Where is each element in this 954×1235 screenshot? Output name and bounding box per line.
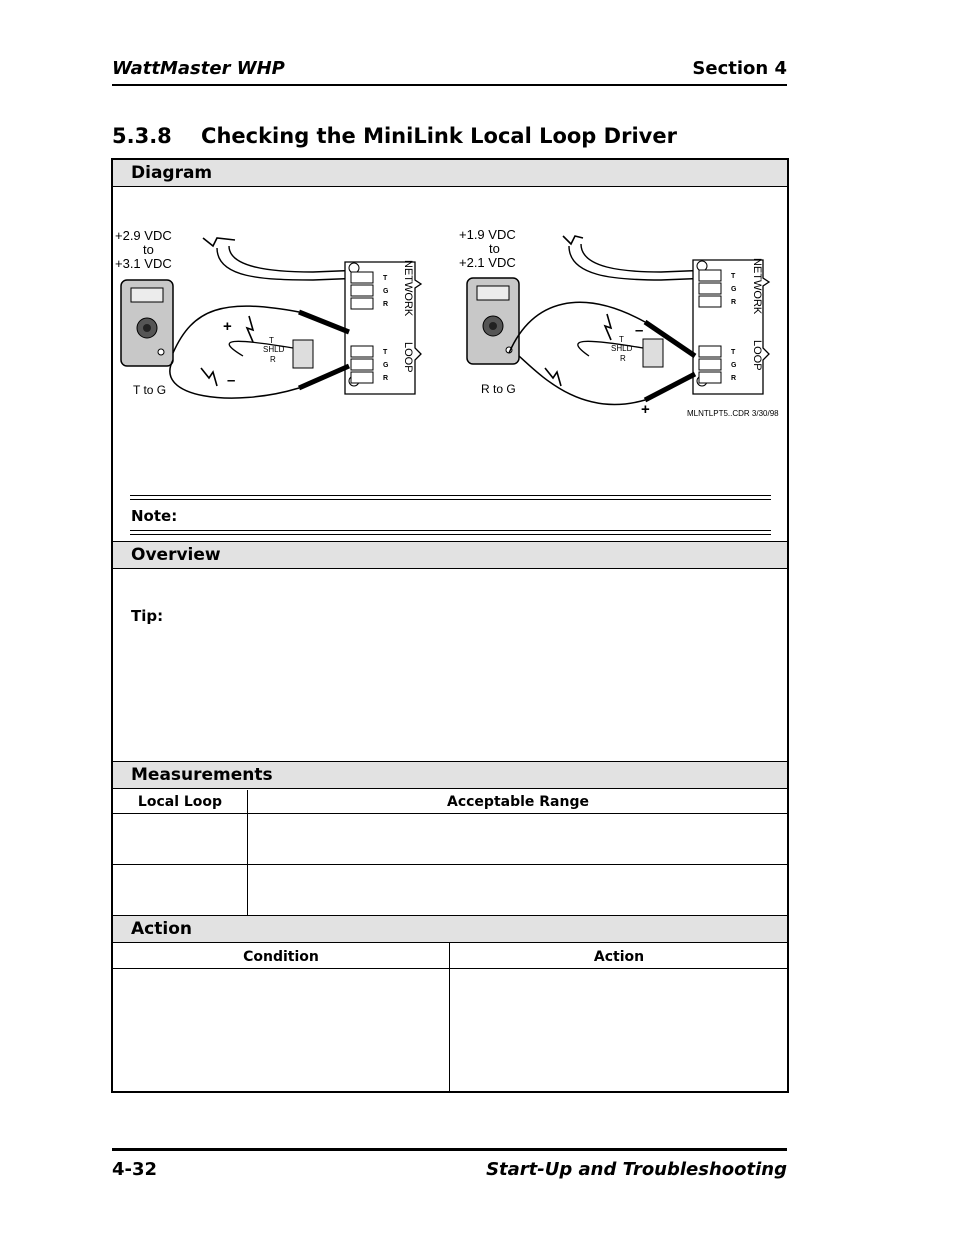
left-voltage-to: to — [143, 242, 154, 257]
left-probe-label: T to G — [133, 383, 167, 397]
diagram-caption: MLNTLPT5..CDR 3/30/98 — [687, 409, 779, 418]
svg-text:T: T — [269, 336, 274, 345]
svg-text:T: T — [731, 273, 736, 280]
svg-text:G: G — [383, 288, 389, 295]
right-loop-label: LOOP — [751, 340, 763, 371]
left-network-label: NETWORK — [402, 260, 414, 317]
procedure-table — [111, 158, 789, 1093]
note-rule-bottom — [130, 530, 771, 535]
svg-text:R: R — [731, 299, 737, 306]
svg-text:T: T — [383, 275, 388, 282]
measure-col-range: Acceptable Range — [447, 794, 589, 810]
svg-text:R: R — [383, 375, 389, 382]
measure-col-local-loop: Local Loop — [137, 794, 223, 810]
action-header-rule — [113, 968, 787, 969]
page-header — [112, 58, 787, 86]
action-col-divider — [449, 943, 450, 1091]
svg-text:T: T — [619, 335, 624, 344]
right-plus: + — [641, 401, 650, 418]
multimeter-icon-right — [467, 278, 519, 364]
header-section: Section 4 — [692, 58, 787, 79]
svg-text:G: G — [383, 362, 389, 369]
left-plus: + — [223, 318, 232, 335]
action-heading: Action — [113, 915, 787, 943]
page-footer — [112, 1148, 787, 1180]
note-rule-top — [130, 495, 771, 500]
right-voltage-1: +1.9 VDC — [459, 227, 516, 242]
right-network-label: NETWORK — [751, 258, 763, 315]
svg-text:R: R — [620, 354, 626, 363]
overview-heading: Overview — [113, 541, 787, 569]
page-title: 5.3.8 Checking the MiniLink Local Loop Driver — [112, 124, 677, 148]
right-voltage-to: to — [489, 241, 500, 256]
measure-row-rule — [113, 864, 787, 865]
svg-text:T: T — [383, 349, 388, 356]
action-col-action: Action — [593, 949, 645, 965]
left-diagram — [115, 228, 421, 398]
svg-text:G: G — [731, 362, 737, 369]
svg-text:G: G — [731, 286, 737, 293]
svg-text:R: R — [731, 375, 737, 382]
left-voltage-2: +3.1 VDC — [115, 256, 172, 271]
svg-text:R: R — [383, 301, 389, 308]
measurements-heading: Measurements — [113, 761, 787, 789]
svg-text:SHLD: SHLD — [263, 345, 285, 354]
right-minus: – — [635, 322, 644, 339]
action-col-condition: Condition — [243, 949, 319, 965]
right-voltage-2: +2.1 VDC — [459, 255, 516, 270]
measure-col-divider — [247, 790, 248, 916]
left-minus: – — [227, 372, 236, 389]
header-product: WattMaster WHP — [112, 58, 285, 79]
measure-header-rule — [113, 813, 787, 814]
multimeter-icon — [121, 280, 173, 366]
svg-text:T: T — [731, 349, 736, 356]
left-loop-label: LOOP — [402, 342, 414, 373]
svg-text:SHLD: SHLD — [611, 344, 633, 353]
right-probe-label: R to G — [481, 382, 516, 396]
note-label: Note: — [131, 507, 178, 525]
right-diagram — [459, 227, 779, 418]
footer-chapter: Start-Up and Troubleshooting — [486, 1159, 787, 1180]
svg-text:R: R — [270, 355, 276, 364]
page-number: 4-32 — [112, 1159, 158, 1180]
tip-label: Tip: — [131, 607, 164, 625]
left-voltage-1: +2.9 VDC — [115, 228, 172, 243]
wiring-diagram — [113, 188, 787, 470]
diagram-heading: Diagram — [113, 160, 787, 187]
